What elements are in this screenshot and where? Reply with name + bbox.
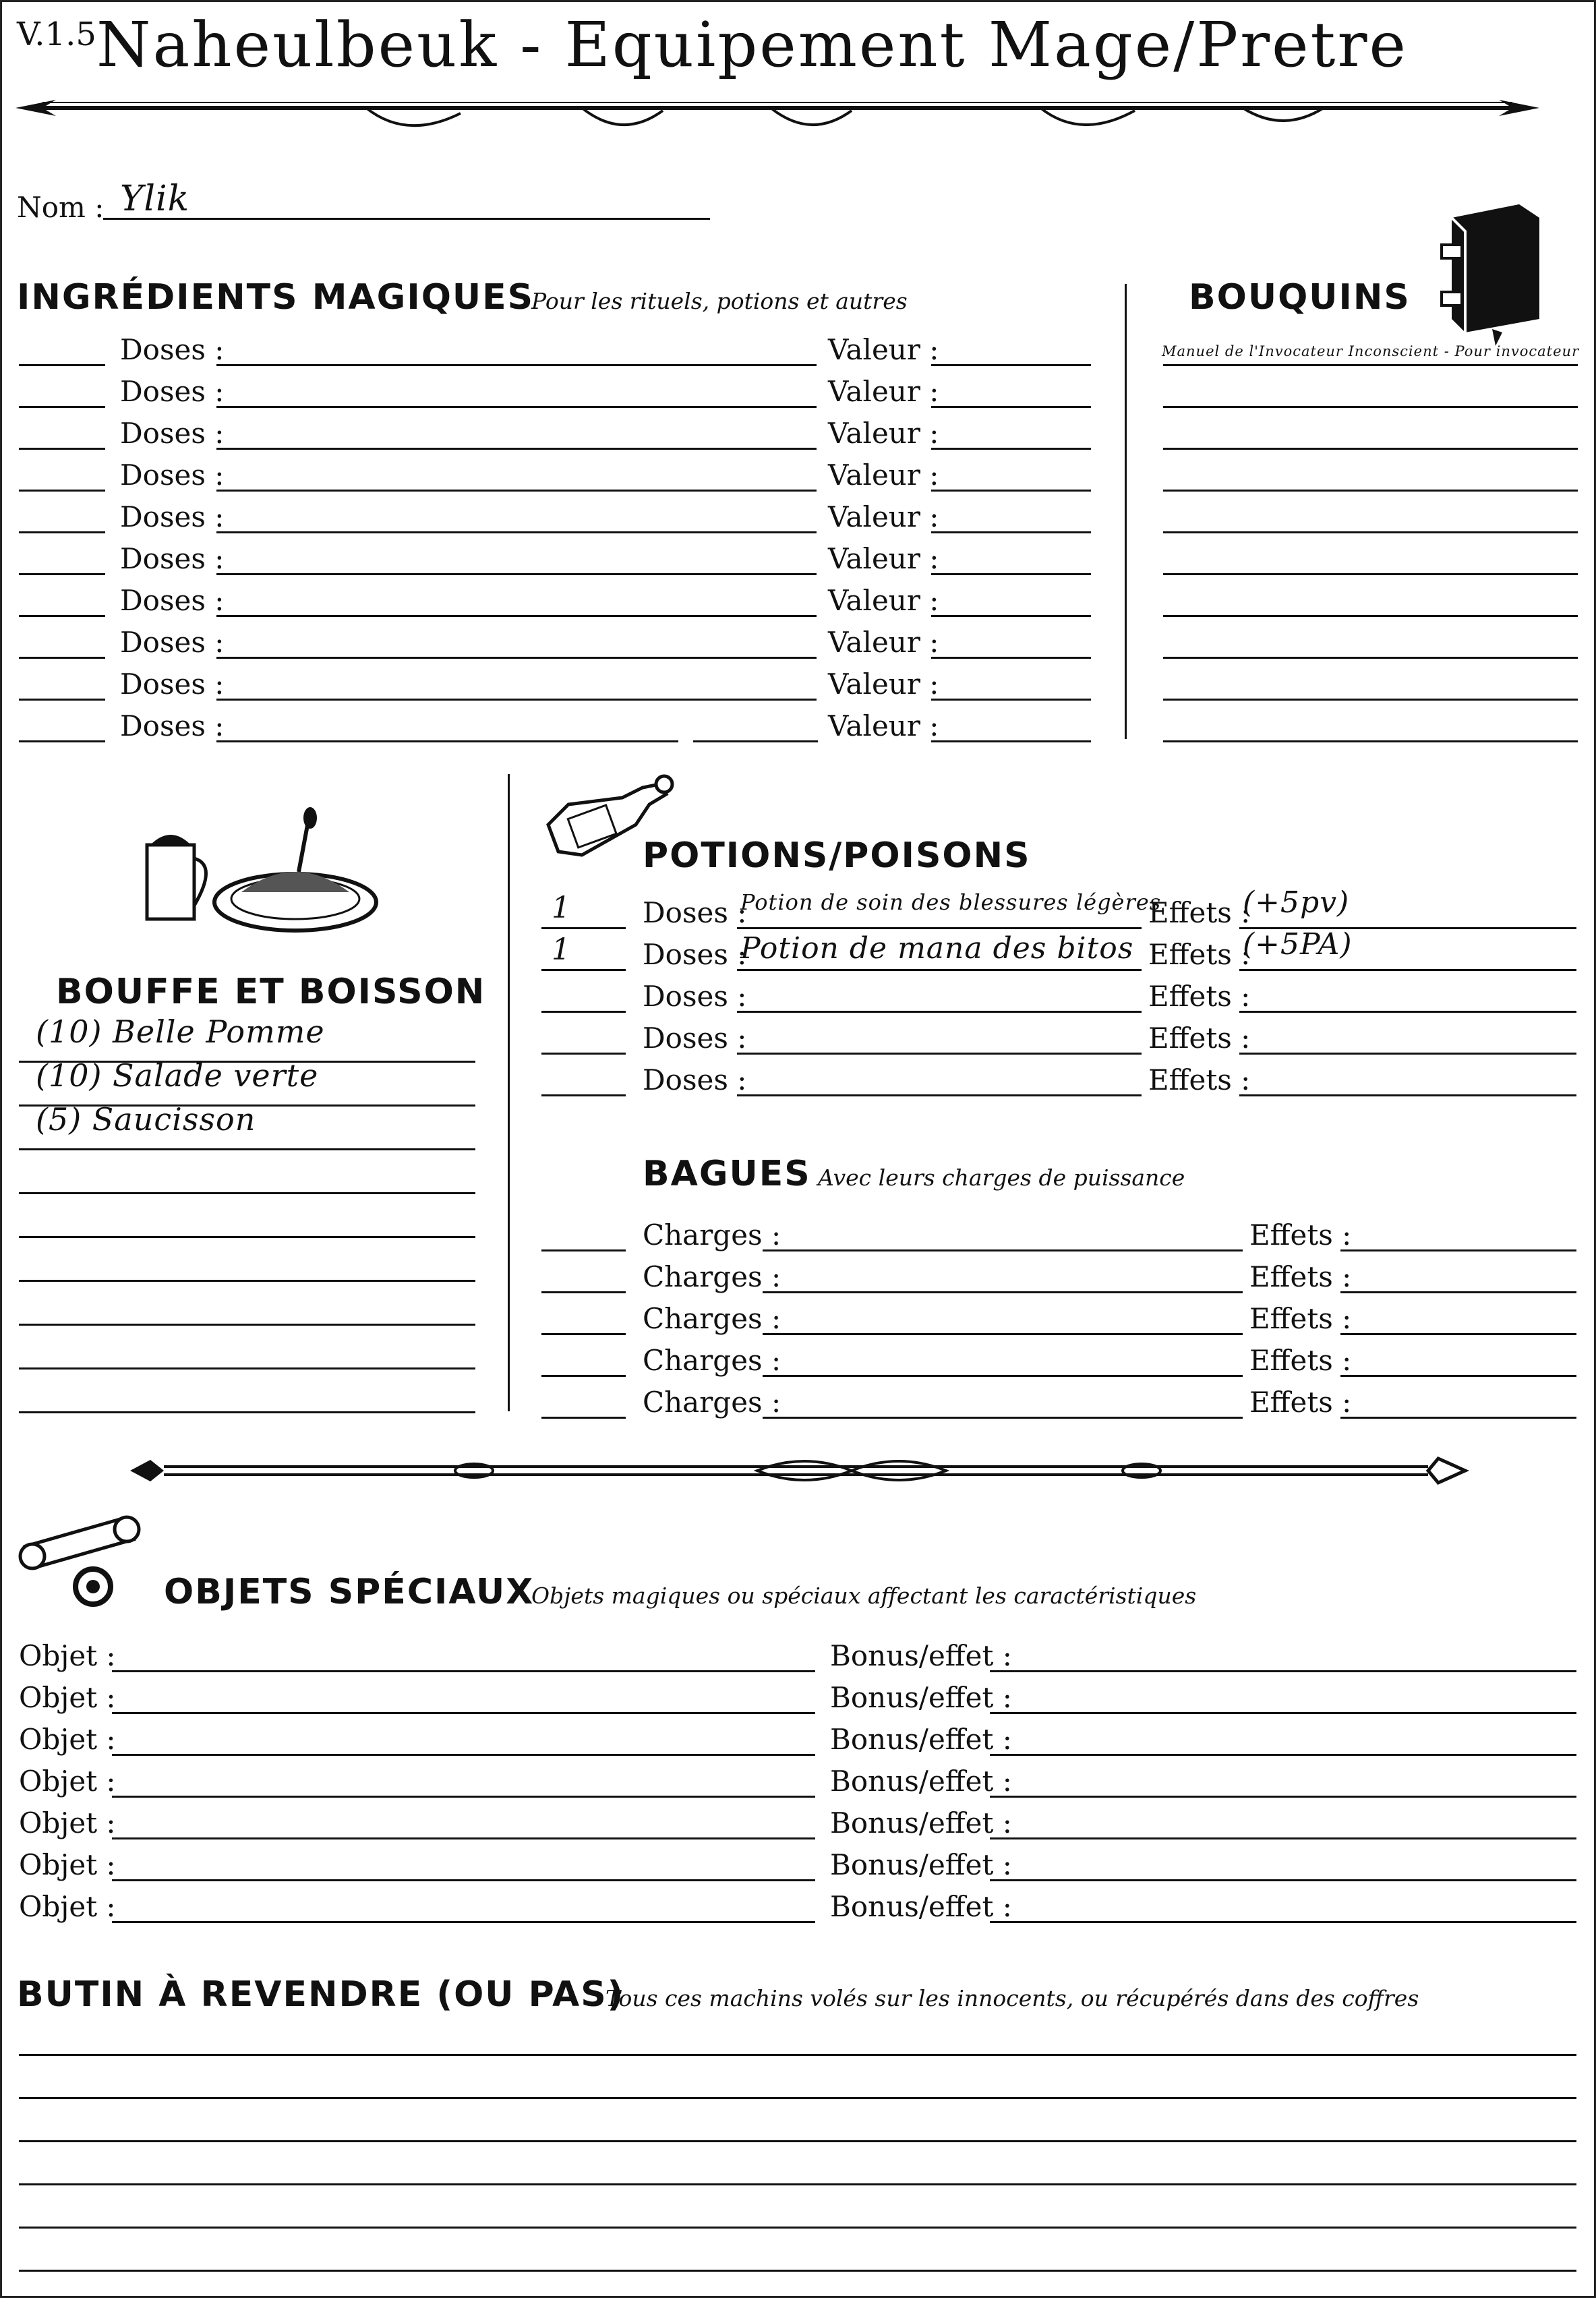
- potion-doses-label: Doses :: [643, 1063, 747, 1096]
- ingredient-value-label: Valeur :: [828, 709, 939, 742]
- ingredient-qty-line[interactable]: [19, 490, 105, 492]
- food-line[interactable]: [19, 1236, 475, 1238]
- ingredients-title: INGRÉDIENTS MAGIQUES: [17, 277, 535, 318]
- ring-charges-line[interactable]: [763, 1375, 1243, 1377]
- ring-qty-line[interactable]: [541, 1249, 626, 1251]
- special-object-label: Objet :: [19, 1806, 116, 1839]
- loot-line[interactable]: [19, 2227, 1576, 2229]
- special-object-line[interactable]: [112, 1921, 815, 1923]
- ingredient-name-line[interactable]: [216, 657, 817, 659]
- special-object-line[interactable]: [112, 1754, 815, 1756]
- special-bonus-label: Bonus/effet :: [830, 1848, 1012, 1881]
- ingredient-qty-line[interactable]: [19, 531, 105, 533]
- ingredient-doses-label: Doses :: [120, 584, 225, 617]
- book-entry-1[interactable]: Manuel de l'Invocateur Inconscient - Pour invocateur: [1162, 343, 1580, 359]
- special-bonus-line[interactable]: [990, 1796, 1576, 1798]
- loot-line[interactable]: [19, 2097, 1576, 2099]
- ingredient-qty-line[interactable]: [19, 615, 105, 617]
- potion-name[interactable]: Potion de soin des blessures légères: [740, 889, 1162, 915]
- special-object-line[interactable]: [112, 1796, 815, 1798]
- ingredient-value-label: Valeur :: [828, 500, 939, 533]
- special-bonus-label: Bonus/effet :: [830, 1681, 1012, 1714]
- ingredient-value-label: Valeur :: [828, 626, 939, 659]
- column-divider: [1125, 284, 1127, 739]
- ingredient-value-line[interactable]: [931, 490, 1091, 492]
- potion-doses-label: Doses :: [643, 938, 747, 971]
- potion-effect-line[interactable]: [1239, 1011, 1576, 1013]
- ingredient-value-line[interactable]: [931, 573, 1091, 575]
- loot-line[interactable]: [19, 2270, 1576, 2272]
- ingredient-name-line[interactable]: [216, 615, 817, 617]
- ingredient-qty-line[interactable]: [19, 364, 105, 366]
- loot-subtitle: Tous ces machins volés sur les innocents, ou récupérés dans des coffres: [605, 1985, 1419, 2011]
- staff-ornament: [130, 1452, 1465, 1492]
- special-object-label: Objet :: [19, 1681, 116, 1714]
- version-label: V.1.5: [17, 16, 96, 53]
- ring-effects-line[interactable]: [1340, 1249, 1576, 1251]
- ring-effects-label: Effets :: [1249, 1386, 1352, 1419]
- ingredient-doses-label: Doses :: [120, 668, 225, 701]
- ingredient-qty-line[interactable]: [19, 740, 105, 742]
- spear-ornament: [16, 93, 1539, 147]
- book-line[interactable]: [1163, 406, 1578, 408]
- ingredient-name-line[interactable]: [216, 531, 817, 533]
- ingredient-value-label: Valeur :: [828, 333, 939, 366]
- ingredient-value-label: Valeur :: [828, 459, 939, 492]
- special-bonus-label: Bonus/effet :: [830, 1639, 1012, 1672]
- food-item[interactable]: (10) Salade verte: [36, 1057, 319, 1094]
- food-line[interactable]: [19, 1280, 475, 1282]
- ring-charges-label: Charges :: [643, 1386, 781, 1419]
- potion-effect-line[interactable]: [1239, 1094, 1576, 1096]
- special-object-label: Objet :: [19, 1890, 116, 1923]
- potion-name-line[interactable]: [737, 1053, 1142, 1055]
- ring-qty-line[interactable]: [541, 1375, 626, 1377]
- ring-qty-line[interactable]: [541, 1333, 626, 1335]
- food-line[interactable]: [19, 1367, 475, 1369]
- potion-name-line[interactable]: [737, 1011, 1142, 1013]
- ring-qty-line[interactable]: [541, 1291, 626, 1293]
- special-subtitle: Objets magiques ou spéciaux affectant les caractéristiques: [531, 1583, 1197, 1609]
- special-bonus-label: Bonus/effet :: [830, 1806, 1012, 1839]
- ingredient-value-line[interactable]: [931, 448, 1091, 450]
- potion-effect-line[interactable]: [1239, 969, 1576, 971]
- page-title: Naheulbeuk - Equipement Mage/Pretre: [96, 9, 1408, 81]
- food-plate-icon: [140, 804, 383, 939]
- potion-effects-label: Effets :: [1148, 980, 1251, 1013]
- ingredient-value-label: Valeur :: [828, 417, 939, 450]
- ingredient-doses-label: Doses :: [120, 709, 225, 742]
- special-bonus-label: Bonus/effet :: [830, 1765, 1012, 1798]
- ingredient-name-line[interactable]: [216, 699, 817, 701]
- ring-charges-line[interactable]: [763, 1249, 1243, 1251]
- potion-effect[interactable]: (+5pv): [1243, 885, 1350, 920]
- food-line[interactable]: [19, 1192, 475, 1194]
- scroll-ring-icon: [19, 1512, 160, 1614]
- ingredient-value-line[interactable]: [931, 615, 1091, 617]
- ingredient-value-line[interactable]: [931, 699, 1091, 701]
- potion-qty-line[interactable]: [541, 969, 626, 971]
- ingredients-subtitle: Pour les rituels, potions et autres: [531, 288, 908, 314]
- ingredient-name-line[interactable]: [216, 490, 817, 492]
- book-line[interactable]: [1163, 490, 1578, 492]
- rings-title: BAGUES: [643, 1154, 811, 1194]
- potion-qty-line[interactable]: [541, 1094, 626, 1096]
- book-line[interactable]: [1163, 573, 1578, 575]
- potion-effects-label: Effets :: [1148, 938, 1251, 971]
- potion-doses-label: Doses :: [643, 1022, 747, 1055]
- potion-name-line[interactable]: [737, 1094, 1142, 1096]
- ingredient-doses-label: Doses :: [120, 626, 225, 659]
- special-object-label: Objet :: [19, 1765, 116, 1798]
- potion-effects-label: Effets :: [1148, 1063, 1251, 1096]
- loot-line[interactable]: [19, 2183, 1576, 2185]
- potions-title: POTIONS/POISONS: [643, 835, 1031, 876]
- potion-effects-label: Effets :: [1148, 896, 1251, 929]
- special-object-line[interactable]: [112, 1837, 815, 1839]
- ingredient-name-line[interactable]: [216, 573, 817, 575]
- special-bonus-line[interactable]: [990, 1754, 1576, 1756]
- ingredient-name-line[interactable]: [216, 448, 817, 450]
- ingredient-value-line[interactable]: [931, 740, 1091, 742]
- special-bonus-line[interactable]: [990, 1921, 1576, 1923]
- name-value[interactable]: Ylik: [120, 179, 190, 219]
- special-bonus-line[interactable]: [990, 1879, 1576, 1881]
- ring-qty-line[interactable]: [541, 1417, 626, 1419]
- ingredient-value-line[interactable]: [931, 657, 1091, 659]
- potion-qty[interactable]: 1: [552, 891, 571, 925]
- ingredient-qty-line[interactable]: [19, 448, 105, 450]
- ring-charges-label: Charges :: [643, 1218, 781, 1251]
- ingredient-doses-label: Doses :: [120, 417, 225, 450]
- special-bonus-line[interactable]: [990, 1712, 1576, 1714]
- ingredient-value-line[interactable]: [931, 531, 1091, 533]
- potion-effect-line[interactable]: [1239, 1053, 1576, 1055]
- special-object-label: Objet :: [19, 1639, 116, 1672]
- potion-qty-line[interactable]: [541, 1053, 626, 1055]
- ring-effects-line[interactable]: [1340, 1291, 1576, 1293]
- ring-charges-line[interactable]: [763, 1291, 1243, 1293]
- ring-effects-line[interactable]: [1340, 1333, 1576, 1335]
- food-line[interactable]: [19, 1411, 475, 1413]
- ingredient-value-line[interactable]: [931, 406, 1091, 408]
- rings-subtitle: Avec leurs charges de puissance: [818, 1165, 1185, 1191]
- ring-effects-label: Effets :: [1249, 1218, 1352, 1251]
- food-divider: [508, 774, 510, 1411]
- special-object-line[interactable]: [112, 1670, 815, 1672]
- ingredient-doses-label: Doses :: [120, 542, 225, 575]
- food-title: BOUFFE ET BOISSON: [56, 972, 486, 1012]
- special-bonus-line[interactable]: [990, 1837, 1576, 1839]
- book-line[interactable]: [1163, 615, 1578, 617]
- book-line[interactable]: [1163, 448, 1578, 450]
- food-item[interactable]: (5) Saucisson: [36, 1101, 256, 1138]
- food-item[interactable]: (10) Belle Pomme: [36, 1013, 325, 1050]
- ingredient-name-line[interactable]: [216, 364, 817, 366]
- potion-qty[interactable]: 1: [552, 933, 571, 967]
- special-object-line[interactable]: [112, 1712, 815, 1714]
- ring-effects-label: Effets :: [1249, 1344, 1352, 1377]
- loot-line[interactable]: [19, 2054, 1576, 2056]
- potion-effect[interactable]: (+5PA): [1243, 927, 1353, 962]
- ingredient-name-line[interactable]: [216, 740, 678, 742]
- ring-effects-label: Effets :: [1249, 1260, 1352, 1293]
- ring-effects-line[interactable]: [1340, 1375, 1576, 1377]
- books-title: BOUQUINS: [1189, 277, 1411, 318]
- ingredient-qty-line[interactable]: [19, 573, 105, 575]
- name-label: Nom :: [17, 191, 105, 224]
- food-line[interactable]: [19, 1324, 475, 1326]
- loot-title: BUTIN À REVENDRE (OU PAS): [17, 1974, 625, 2015]
- ingredient-doses-label: Doses :: [120, 459, 225, 492]
- ring-effects-label: Effets :: [1249, 1302, 1352, 1335]
- ring-charges-line[interactable]: [763, 1417, 1243, 1419]
- ingredient-doses-label: Doses :: [120, 333, 225, 366]
- ingredient-value-label: Valeur :: [828, 584, 939, 617]
- ingredient-name-line[interactable]: [216, 406, 817, 408]
- ring-charges-label: Charges :: [643, 1344, 781, 1377]
- special-bonus-line[interactable]: [990, 1670, 1576, 1672]
- special-object-line[interactable]: [112, 1879, 815, 1881]
- potion-name-line[interactable]: [737, 927, 1142, 929]
- ingredient-doses-label: Doses :: [120, 375, 225, 408]
- potion-doses-label: Doses :: [643, 980, 747, 1013]
- potion-doses-label: Doses :: [643, 896, 747, 929]
- potion-effects-label: Effets :: [1148, 1022, 1251, 1055]
- ingredient-value-label: Valeur :: [828, 375, 939, 408]
- food-line[interactable]: [19, 1148, 475, 1150]
- ingredient-value-label: Valeur :: [828, 542, 939, 575]
- ring-charges-line[interactable]: [763, 1333, 1243, 1335]
- book-icon: [1438, 198, 1546, 346]
- ingredient-qty-line[interactable]: [19, 657, 105, 659]
- special-object-label: Objet :: [19, 1723, 116, 1756]
- potion-name[interactable]: Potion de mana des bitos: [740, 931, 1134, 966]
- ring-effects-line[interactable]: [1340, 1417, 1576, 1419]
- book-line[interactable]: [1163, 699, 1578, 701]
- ingredient-doses-label: Doses :: [120, 500, 225, 533]
- special-object-label: Objet :: [19, 1848, 116, 1881]
- potion-qty-line[interactable]: [541, 927, 626, 929]
- ingredient-value-line[interactable]: [931, 364, 1091, 366]
- book-line[interactable]: [1163, 531, 1578, 533]
- potion-qty-line[interactable]: [541, 1011, 626, 1013]
- special-bonus-label: Bonus/effet :: [830, 1890, 1012, 1923]
- name-line: [103, 218, 710, 220]
- ingredient-name-line[interactable]: [693, 740, 818, 742]
- ingredient-value-label: Valeur :: [828, 668, 939, 701]
- special-bonus-label: Bonus/effet :: [830, 1723, 1012, 1756]
- ring-charges-label: Charges :: [643, 1302, 781, 1335]
- ingredient-qty-line[interactable]: [19, 699, 105, 701]
- ingredient-qty-line[interactable]: [19, 406, 105, 408]
- potion-name-line[interactable]: [737, 969, 1142, 971]
- book-line[interactable]: [1163, 657, 1578, 659]
- book-line[interactable]: [1163, 740, 1578, 742]
- ring-charges-label: Charges :: [643, 1260, 781, 1293]
- book-line[interactable]: [1163, 364, 1578, 366]
- loot-line[interactable]: [19, 2140, 1576, 2142]
- special-title: OBJETS SPÉCIAUX: [164, 1572, 535, 1612]
